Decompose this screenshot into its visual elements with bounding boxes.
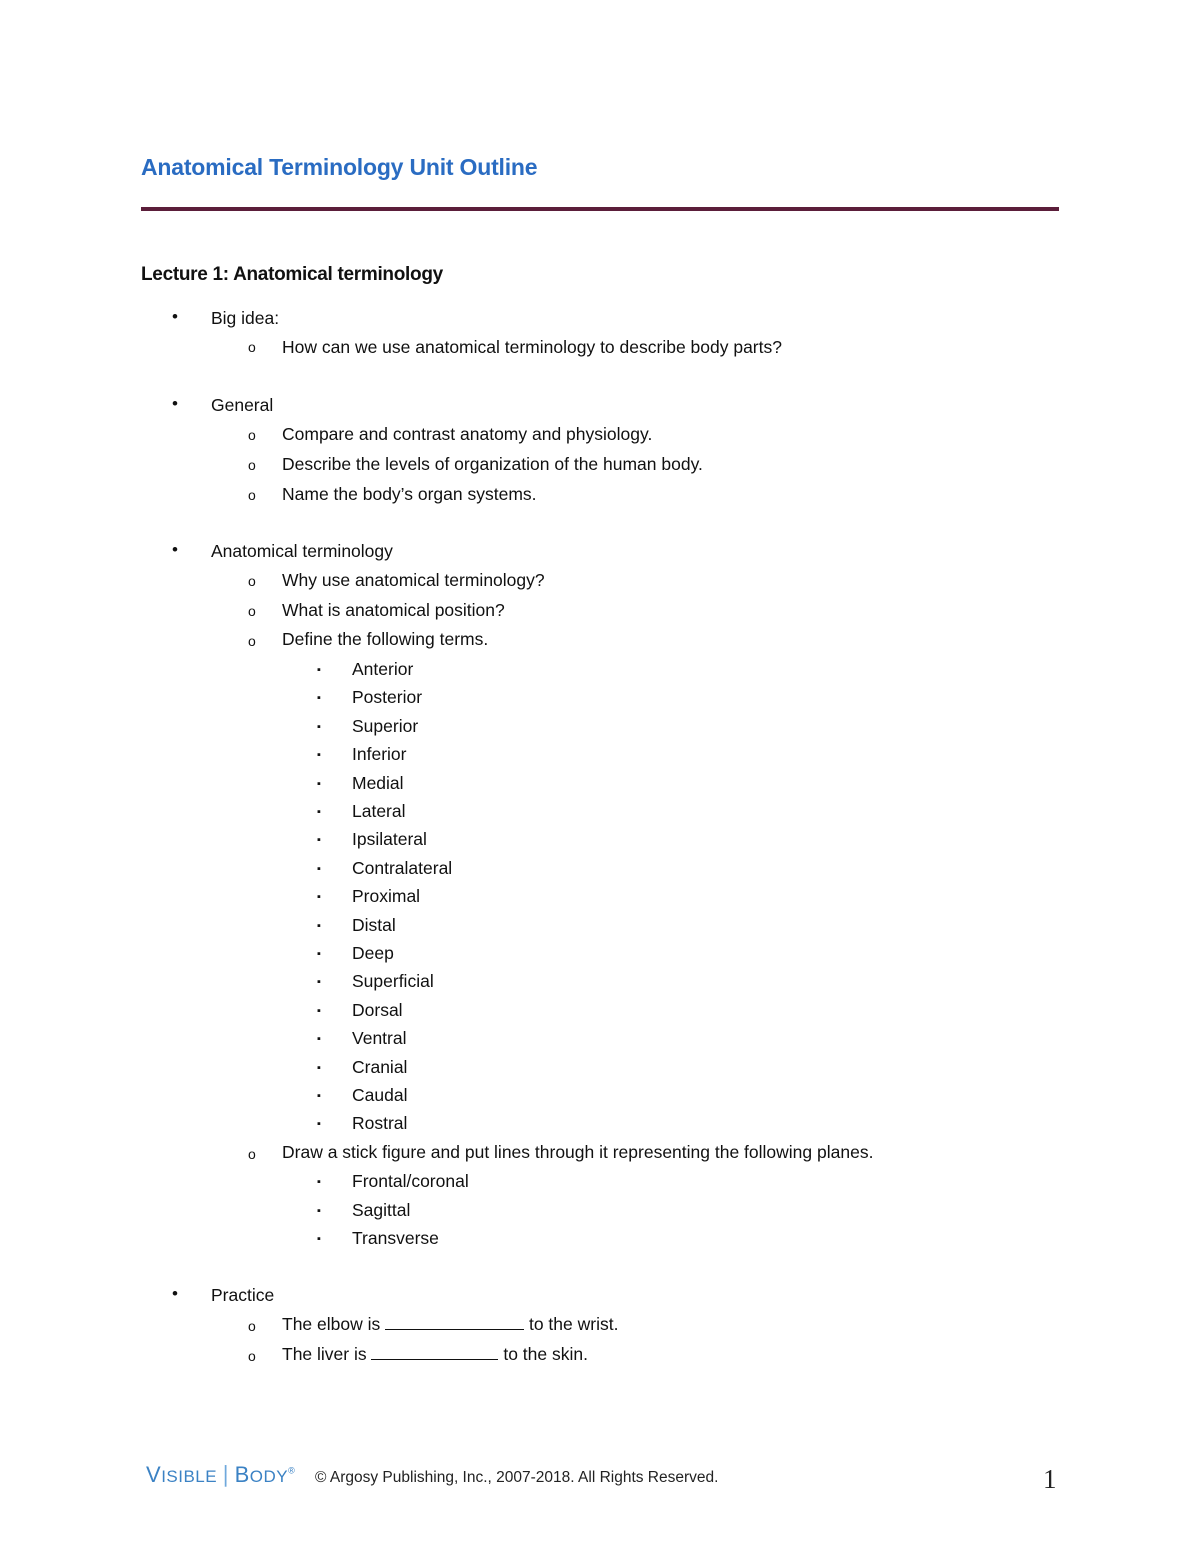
term-item: Frontal/coronal bbox=[352, 1171, 469, 1191]
sub-bullet-icon: o bbox=[248, 339, 256, 355]
answer-blank bbox=[371, 1343, 498, 1360]
term-item: Caudal bbox=[352, 1085, 408, 1105]
figure-icon: ∣ bbox=[220, 1462, 232, 1487]
bullet-icon: • bbox=[172, 540, 178, 559]
answer-blank bbox=[385, 1313, 524, 1330]
square-bullet-icon: ▪ bbox=[317, 777, 321, 790]
practice-item bbox=[282, 1343, 588, 1365]
square-bullet-icon: ▪ bbox=[317, 664, 321, 676]
square-bullet-icon: ▪ bbox=[317, 1033, 321, 1046]
lecture-heading: Lecture 1: Anatomical terminology bbox=[141, 264, 443, 285]
square-bullet-icon: ▪ bbox=[317, 919, 321, 932]
square-bullet-icon: ▪ bbox=[317, 1118, 321, 1131]
term-item: Rostral bbox=[352, 1113, 408, 1134]
term-item: Cranial bbox=[352, 1056, 408, 1077]
page-number: 1 bbox=[1043, 1464, 1057, 1494]
square-bullet-icon: ▪ bbox=[317, 749, 321, 762]
list-item: Compare and contrast anatomy and physiology. bbox=[282, 424, 653, 444]
list-item: Draw a stick figure and put lines through it representing the following planes. bbox=[282, 1142, 874, 1162]
square-bullet-icon: ▪ bbox=[317, 720, 321, 733]
square-bullet-icon: ▪ bbox=[317, 834, 321, 847]
list-item: Define the following terms. bbox=[282, 629, 489, 649]
title-divider bbox=[141, 207, 1059, 211]
sub-bullet-icon: o bbox=[248, 457, 256, 473]
square-bullet-icon: ▪ bbox=[317, 976, 321, 989]
sub-bullet-icon: o bbox=[248, 603, 256, 619]
term-item: Superior bbox=[352, 715, 419, 736]
list-item: Why use anatomical terminology? bbox=[282, 570, 545, 590]
sub-bullet-icon: o bbox=[248, 487, 256, 503]
sub-bullet-icon: o bbox=[248, 1146, 256, 1162]
term-item: Dorsal bbox=[352, 999, 403, 1020]
section-practice: Practice bbox=[211, 1285, 275, 1305]
square-bullet-icon: ▪ bbox=[317, 1204, 321, 1217]
sub-bullet-icon: o bbox=[248, 1318, 256, 1334]
term-item: Deep bbox=[352, 943, 394, 963]
bullet-icon: • bbox=[172, 394, 178, 413]
term-item: Contralateral bbox=[352, 857, 453, 878]
square-bullet-icon: ▪ bbox=[317, 1004, 321, 1017]
term-item: Anterior bbox=[352, 659, 414, 679]
practice-text: to the wrist. bbox=[524, 1314, 619, 1334]
sub-bullet-icon: o bbox=[248, 1348, 256, 1364]
term-item: Transverse bbox=[352, 1228, 439, 1248]
term-item: Posterior bbox=[352, 687, 423, 708]
sub-bullet-icon: o bbox=[248, 573, 256, 589]
bullet-icon: • bbox=[172, 1284, 178, 1303]
square-bullet-icon: ▪ bbox=[317, 1176, 321, 1188]
practice-text: The liver is bbox=[282, 1344, 372, 1364]
sub-bullet-icon: o bbox=[248, 633, 256, 649]
document-title: Anatomical Terminology Unit Outline bbox=[141, 154, 538, 180]
square-bullet-icon: ▪ bbox=[317, 1061, 321, 1074]
section-general: General bbox=[211, 395, 274, 415]
list-item: How can we use anatomical terminology to describe body parts? bbox=[282, 337, 782, 357]
term-item: Proximal bbox=[352, 886, 421, 907]
section-anatomical-terminology: Anatomical terminology bbox=[211, 541, 393, 561]
copyright-notice: © Argosy Publishing, Inc., 2007-2018. All Rights Reserved. bbox=[315, 1469, 719, 1486]
square-bullet-icon: ▪ bbox=[317, 948, 321, 960]
practice-item bbox=[282, 1313, 618, 1335]
visible-body-logo: VISIBLE ∣ BODY® bbox=[146, 1462, 296, 1487]
square-bullet-icon: ▪ bbox=[317, 806, 321, 818]
term-item: Lateral bbox=[352, 801, 406, 821]
sub-bullet-icon: o bbox=[248, 427, 256, 443]
term-item: Medial bbox=[352, 772, 404, 793]
square-bullet-icon: ▪ bbox=[317, 891, 321, 904]
square-bullet-icon: ▪ bbox=[317, 1233, 321, 1245]
bullet-icon: • bbox=[172, 307, 178, 326]
term-item: Sagittal bbox=[352, 1199, 411, 1220]
section-big-idea: Big idea: bbox=[211, 308, 280, 328]
term-item: Superficial bbox=[352, 971, 434, 992]
practice-text: The elbow is bbox=[282, 1314, 386, 1334]
square-bullet-icon: ▪ bbox=[317, 862, 321, 875]
square-bullet-icon: ▪ bbox=[317, 1090, 321, 1102]
list-item: Describe the levels of organization of the human body. bbox=[282, 454, 703, 474]
list-item: Name the body’s organ systems. bbox=[282, 484, 537, 504]
list-item: What is anatomical position? bbox=[282, 600, 505, 620]
term-item: Inferior bbox=[352, 744, 407, 765]
term-item: Distal bbox=[352, 914, 396, 935]
term-item: Ipsilateral bbox=[352, 829, 427, 850]
square-bullet-icon: ▪ bbox=[317, 692, 321, 705]
term-item: Ventral bbox=[352, 1028, 407, 1049]
practice-text: to the skin. bbox=[498, 1344, 588, 1364]
